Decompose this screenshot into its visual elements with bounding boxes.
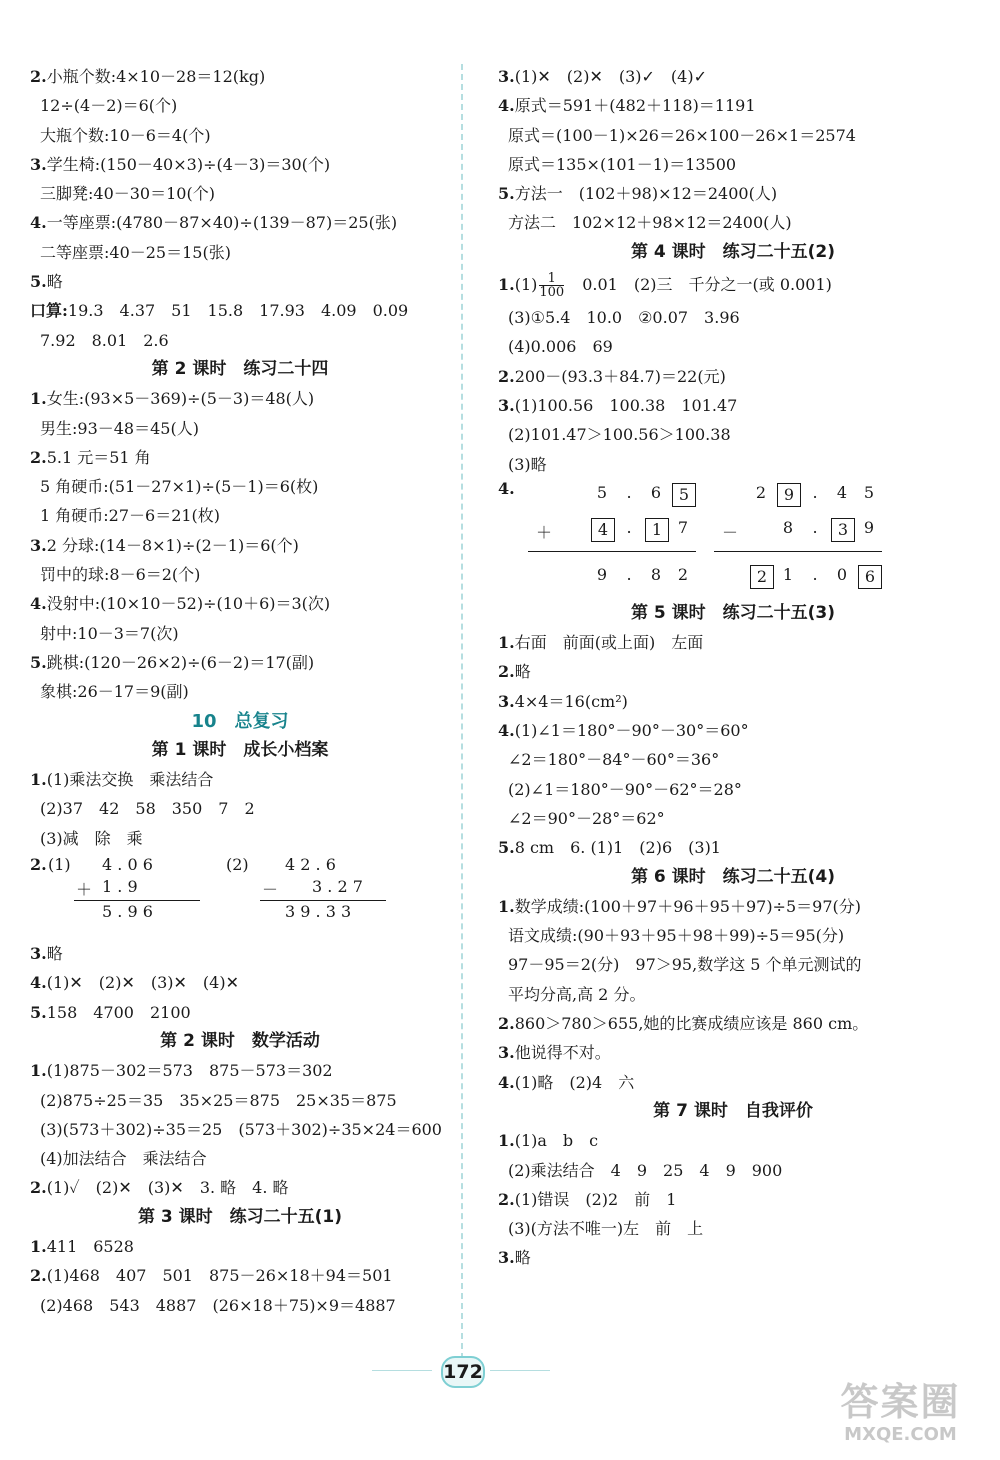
puzzle-digit: . [626,564,632,584]
watermark-url: MXQE.COM [844,1424,957,1445]
answer-line [498,1185,968,1214]
question-number: 2. [30,67,47,86]
question-number: 3. [30,535,47,555]
minuend: 4 2 . 6 [285,855,336,875]
question-number: 4. [30,973,47,993]
answer-text: 略 [514,1248,531,1268]
answer-line [30,1056,450,1085]
answer-line [30,121,450,150]
answer-block [498,892,968,1097]
sum-line [74,900,200,901]
answer-text: ∠2＝180°－84°－60°＝36° [508,750,720,770]
answer-block [30,1232,450,1320]
question-number: 1. [498,1131,515,1151]
section-heading: 第 3 课时 练习二十五(1) [137,1206,343,1227]
answer-text: 8 cm 6. (1)1 (2)6 (3)1 [514,838,721,858]
page-number: 172 [441,1356,485,1388]
answer-line [498,745,968,774]
answer-line [30,560,450,589]
answer-line [498,950,968,979]
puzzle-digit: 2 [755,482,767,502]
question-number: 2. [30,1178,47,1198]
answer-line [30,501,450,530]
puzzle-digit: 9 [863,517,875,537]
section-heading: 第 6 课时 练习二十五(4) [630,866,836,887]
question-number: 3. [498,67,515,86]
answer-text: 跳棋:(120－26×2)÷(6－2)＝17(副) [46,652,315,672]
question-number: 3. [30,154,47,174]
answer-block [30,62,450,355]
answer-text: 方法一 (102＋98)×12＝2400(人) [514,184,778,204]
answer-line [498,833,968,862]
section-heading: 第 2 课时 数学活动 [160,1030,320,1051]
answer-text: 12÷(4－2)＝6(个) [40,96,178,116]
answer-line [30,968,450,997]
puzzle-digit: 8 [782,517,794,537]
answer-text: 女生:(93×5－369)÷(5－3)＝48(人) [46,389,315,409]
answer-box: 2 [750,565,774,589]
question-number: 5. [498,184,515,204]
answer-text: (2)乘法结合 4 9 25 4 9 900 [508,1160,783,1180]
answer-text: (3)(方法不唯一)左 前 上 [508,1219,704,1239]
answer-line [30,179,450,208]
answer-line [30,62,450,91]
question-number: 口算: [30,301,68,321]
question-number: 2. [498,366,515,386]
column-divider [461,64,463,1359]
answer-text: ∠2＝90°－28°＝62° [508,808,665,828]
question-number: 3. [498,395,515,415]
question-number: 1. [498,633,515,653]
answer-text: 0.01 (2)三 千分之一(或 0.001) [566,275,832,295]
answer-text: 5.1 元＝51 角 [46,447,151,467]
answer-block [498,1126,968,1272]
answer-text: 小瓶个数:4×10－28＝12(kg) [46,67,266,86]
answer-line [498,179,968,208]
answer-line [30,998,450,1027]
answer-text: (1)略 (2)4 六 [514,1072,635,1092]
answer-line [30,91,450,120]
answer-line [30,1291,450,1320]
answer-text: 860＞780＞655,她的比赛成绩应该是 860 cm。 [514,1014,869,1034]
answer-line [498,892,968,921]
answer-block [498,62,968,238]
question-number: 5. [30,272,47,292]
puzzle-digit: 9 [596,564,608,584]
puzzle-digit: 5 [596,482,608,502]
result-line [714,551,882,552]
question-number: 4. [498,721,515,741]
answer-line [498,921,968,950]
answer-box: 5 [672,483,696,507]
answer-line [30,1232,450,1261]
answer-line [30,208,450,237]
answer-line [498,362,968,391]
answer-line [30,619,450,648]
answer-line [498,1068,968,1097]
digit-puzzles [498,479,968,599]
operator: － [262,880,279,900]
answer-text: 大瓶个数:10－6＝4(个) [40,125,211,145]
answer-text: (3)①5.4 10.0 ②0.07 3.96 [508,308,740,328]
answer-line [498,657,968,686]
difference: 3 9 . 3 3 [285,902,352,922]
answer-line [498,804,968,833]
answer-text: 原式＝135×(101－1)＝13500 [508,154,737,174]
answer-line [498,716,968,745]
difference-line [260,900,386,901]
question-number: 1. [30,1061,47,1081]
question-number: 5. [498,838,515,858]
question-number: 2. [30,855,47,875]
question-number: 3. [498,1248,515,1268]
answer-line [30,648,450,677]
answer-text: 略 [46,272,63,292]
answer-text: 他说得不对。 [514,1043,611,1063]
answer-text: 射中:10－3＝7(次) [40,623,179,643]
puzzle-digit: . [626,517,632,537]
question-number: 2. [498,1014,515,1034]
answer-text: (1)✕ (2)✕ (3)✓ (4)✓ [514,67,707,86]
answer-text: 200－(93.3＋84.7)＝22(元) [514,366,726,386]
answer-text: (3)略 [508,454,547,474]
answer-text: 19.3 4.37 51 15.8 17.93 4.09 0.09 [67,301,409,321]
answer-line [30,1173,450,1202]
answer-text: (1)468 407 501 875－26×18＋94＝501 [46,1266,393,1286]
section-heading: 第 7 课时 自我评价 [653,1100,813,1121]
answer-line [30,765,450,794]
answer-line [498,450,968,479]
unit-heading: 10 总复习 [191,710,289,732]
answer-text: 三脚凳:40－30＝10(个) [40,184,215,204]
answer-box: 6 [858,565,882,589]
question-number: 4. [498,478,515,498]
question-number: 2. [30,1266,47,1286]
subtrahend: 3 . 2 7 [312,877,363,897]
question-number: 2. [30,447,47,467]
answer-line [30,939,450,968]
answer-text: (4)0.006 69 [508,337,613,357]
answer-line [30,150,450,179]
answer-line [30,824,450,853]
answer-box: 1 [645,518,669,542]
answer-line [498,391,968,420]
question-number: 2. [498,1189,515,1209]
answer-line [30,1144,450,1173]
answer-line [498,208,968,237]
answer-line [30,472,450,501]
answer-text: (2)875÷25＝35 35×25＝875 25×35＝875 [40,1090,397,1110]
answer-text: 4×4＝16(cm²) [514,691,628,711]
answer-text: (1)✓ (2)✕ (3)✕ 3. 略 4. 略 [46,1178,289,1198]
watermark-logo [818,1380,983,1450]
question-number: 1. [30,389,47,409]
result-line [528,551,696,552]
answer-text: 411 6528 [46,1236,134,1256]
answer-line [30,267,450,296]
answer-text: 1 角硬币:27－6＝21(枚) [40,506,221,526]
sum: 5 . 9 6 [102,902,153,922]
answer-text: 略 [514,662,531,682]
operator: ＋ [536,522,553,542]
answer-text: 一等座票:(4780－87×40)÷(139－87)＝25(张) [46,213,398,233]
answer-line [498,1243,968,1272]
question-number: 1. [30,770,47,790]
puzzle-digit: 6 [650,482,662,502]
answer-block [30,765,450,853]
answer-line [498,628,968,657]
puzzle-digit: 4 [836,482,848,502]
puzzle-digit: 2 [677,564,689,584]
answer-text: (2)37 42 58 350 7 2 [40,799,255,819]
subquestion-label: (1) [48,855,71,875]
answer-block [30,939,450,1027]
answer-text: (1)875－302＝573 875－573＝302 [46,1061,333,1081]
answer-text: (1)a b c [514,1131,599,1151]
question-number: 3. [30,944,47,964]
answer-line [30,326,450,355]
answer-text: 略 [46,944,63,964]
page-line-right [490,1370,550,1371]
answer-line [30,384,450,413]
subquestion-label: (1) [514,275,538,295]
answer-line [498,62,968,91]
answer-text: (2)101.47＞100.56＞100.38 [508,425,731,445]
question-number: 3. [498,691,515,711]
answer-text: 右面 前面(或上面) 左面 [514,633,704,653]
answer-text: 158 4700 2100 [46,1002,191,1022]
answer-line [30,589,450,618]
answer-line [498,1009,968,1038]
answer-line [498,332,968,361]
answer-text: 5 角硬币:(51－27×1)÷(5－1)＝6(枚) [40,477,319,497]
answer-text: 象棋:26－17＝9(副) [40,682,189,702]
puzzle-digit: 8 [650,564,662,584]
answer-line [30,794,450,823]
answer-text: (1)乘法交换 乘法结合 [46,770,214,790]
answer-line [30,414,450,443]
question-number: 4. [30,594,47,614]
question-number: 3. [498,1043,515,1063]
answer-line [30,1086,450,1115]
fraction [539,272,564,299]
answer-line [30,443,450,472]
answer-box: 9 [777,483,801,507]
answer-line [498,150,968,179]
answer-text: (3)(573＋302)÷35＝25 (573＋302)÷35×24＝600 [40,1119,442,1139]
puzzle-digit: . [626,482,632,502]
puzzle-digit: 1 [782,564,794,584]
puzzle-digit: 7 [677,517,689,537]
question-number: 4. [498,96,515,116]
answer-line [498,1038,968,1067]
watermark-title: 答案圈 [840,1380,961,1424]
right-column [498,62,968,1273]
puzzle-digit: . [812,564,818,584]
question-number: 4. [30,213,47,233]
question-number: 1. [498,896,515,916]
section-heading: 第 4 课时 练习二十五(2) [630,241,836,262]
answer-text: 原式＝(100－1)×26＝26×100－26×1＝2574 [508,125,856,145]
answer-text: 平均分高,高 2 分。 [508,984,646,1004]
question-number: 5. [30,652,47,672]
addend-2: 1 . 9 [102,877,138,897]
answer-text: (1)✕ (2)✕ (3)✕ (4)✕ [46,973,239,993]
question-number: 5. [30,1002,47,1022]
answer-line [498,91,968,120]
answer-box: 4 [591,518,615,542]
question-number: 1. [498,275,515,295]
answer-text: 学生椅:(150－40×3)÷(4－3)＝30(个) [46,154,331,174]
answer-text: (4)加法结合 乘法结合 [40,1149,207,1169]
answer-text: 罚中的球:8－6＝2(个) [40,565,201,585]
left-column [30,62,450,1320]
answer-line [30,296,450,325]
answer-box: 3 [831,518,855,542]
puzzle-digit: 0 [836,564,848,584]
operator: ＋ [76,880,93,900]
answer-text: 7.92 8.01 2.6 [40,330,169,350]
answer-text: 没射中:(10×10－52)÷(10＋6)＝3(次) [46,594,331,614]
answer-line [30,677,450,706]
subquestion-label: (2) [226,855,249,875]
answer-text: (1)错误 (2)2 前 1 [514,1189,677,1209]
question-number: 2. [498,662,515,682]
page-line-left [372,1370,432,1371]
answer-block [498,303,968,479]
section-heading: 第 1 课时 成长小档案 [151,739,329,760]
answer-line [498,267,968,303]
answer-text: 原式＝591＋(482＋118)＝1191 [514,96,756,116]
answer-text: (2)468 543 4887 (26×18＋75)×9＝4887 [40,1295,396,1315]
operator: － [722,522,739,542]
answer-line [498,121,968,150]
answer-text: 数学成绩:(100＋97＋96＋95＋97)÷5＝97(分) [514,896,861,916]
fraction-denominator: 100 [539,285,565,301]
puzzle-digit: . [812,517,818,537]
question-number: 1. [30,1236,47,1256]
section-heading: 第 2 课时 练习二十四 [151,358,329,379]
puzzle-digit: . [812,482,818,502]
answer-text: 语文成绩:(90＋93＋95＋98＋99)÷5＝95(分) [508,926,845,946]
question-number: 4. [498,1072,515,1092]
answer-text: (1)100.56 100.38 101.47 [514,395,738,415]
answer-text: 二等座票:40－25＝15(张) [40,242,231,262]
answer-line [30,1261,450,1290]
answer-line [498,775,968,804]
answer-line [30,531,450,560]
answer-line [30,1115,450,1144]
answer-line [498,1156,968,1185]
answer-line [498,1214,968,1243]
answer-text: 男生:93－48＝45(人) [40,418,199,438]
vertical-calculations [30,853,450,922]
answer-text: 方法二 102×12＋98×12＝2400(人) [508,213,792,233]
answer-line [498,303,968,332]
section-heading: 第 5 课时 练习二十五(3) [630,602,836,623]
fraction-numerator: 1 [539,272,564,286]
answer-line [498,687,968,716]
addend-1: 4 . 0 6 [102,855,153,875]
answer-text: (3)减 除 乘 [40,828,143,848]
answer-line [498,980,968,1009]
answer-text: (2)∠1＝180°－90°－62°＝28° [508,779,742,799]
answer-line [30,238,450,267]
answer-block [30,1056,450,1202]
answer-block [498,628,968,862]
answer-block [30,384,450,706]
answer-text: 97－95＝2(分) 97＞95,数学这 5 个单元测试的 [508,955,862,975]
answer-text: (1)∠1＝180°－90°－30°＝60° [514,721,749,741]
answer-line [498,1126,968,1155]
answer-line [498,420,968,449]
puzzle-digit: 5 [863,482,875,502]
answer-text: 2 分球:(14－8×1)÷(2－1)＝6(个) [46,535,299,555]
